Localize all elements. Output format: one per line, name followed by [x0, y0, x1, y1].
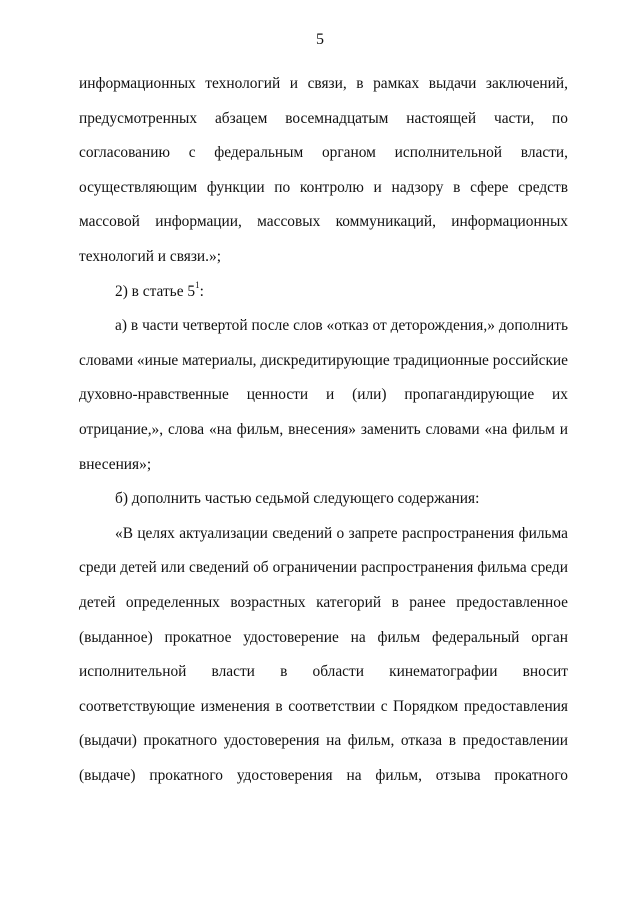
item-a-line: духовно-нравственные ценности и (или) пропагандирующие их — [79, 386, 568, 404]
body-line: технологий и связи.»; — [79, 247, 221, 265]
body-line: массовой информации, массовых коммуникаций, информационных — [79, 213, 568, 231]
body-line: согласованию с федеральным органом исполнительной власти, — [79, 144, 568, 162]
item-a-line: словами «иные материалы, дискредитирующие традиционные российские — [79, 351, 568, 369]
quote-line: соответствующие изменения в соответствии с Порядком предоставления — [79, 697, 568, 715]
item-2-text: 2) в статье 5 — [115, 282, 196, 300]
quote-line: среди детей или сведений об ограничении распространения фильма среди — [79, 559, 568, 577]
body-line: осуществляющим функции по контролю и надзору в сфере средств — [79, 178, 568, 196]
item-2-tail: : — [199, 282, 204, 300]
quote-line: исполнительной власти в области кинематографии вносит — [79, 663, 568, 681]
body-line: информационных технологий и связи, в рамках выдачи заключений, — [79, 75, 568, 92]
body-line: предусмотренных абзацем восемнадцатым настоящей части, по — [79, 109, 568, 127]
item-2-superscript: 1 — [195, 280, 200, 291]
document-body — [79, 67, 568, 793]
item-a-line: отрицание,», слова «на фильм, внесения» заменить словами «на фильм и — [79, 420, 568, 438]
item-b-line: б) дополнить частью седьмой следующего содержания: — [115, 490, 480, 508]
quote-line: «В целях актуализации сведений о запрете распространения фильма — [115, 524, 568, 542]
item-a-line: внесения»; — [79, 455, 152, 473]
item-a-line: а) в части четвертой после слов «отказ от деторождения,» дополнить — [115, 317, 568, 335]
item-2-heading — [79, 275, 568, 310]
quote-line: детей определенных возрастных категорий в ранее предоставленное — [79, 593, 568, 611]
quote-line: (выданное) прокатное удостоверение на фильм федеральный орган — [79, 628, 568, 646]
quote-line: (выдаче) прокатного удостоверения на фильм, отзыва прокатного — [79, 766, 568, 784]
quote-line: (выдачи) прокатного удостоверения на фильм, отказа в предоставлении — [79, 732, 568, 750]
page-number: 5 — [316, 31, 324, 48]
